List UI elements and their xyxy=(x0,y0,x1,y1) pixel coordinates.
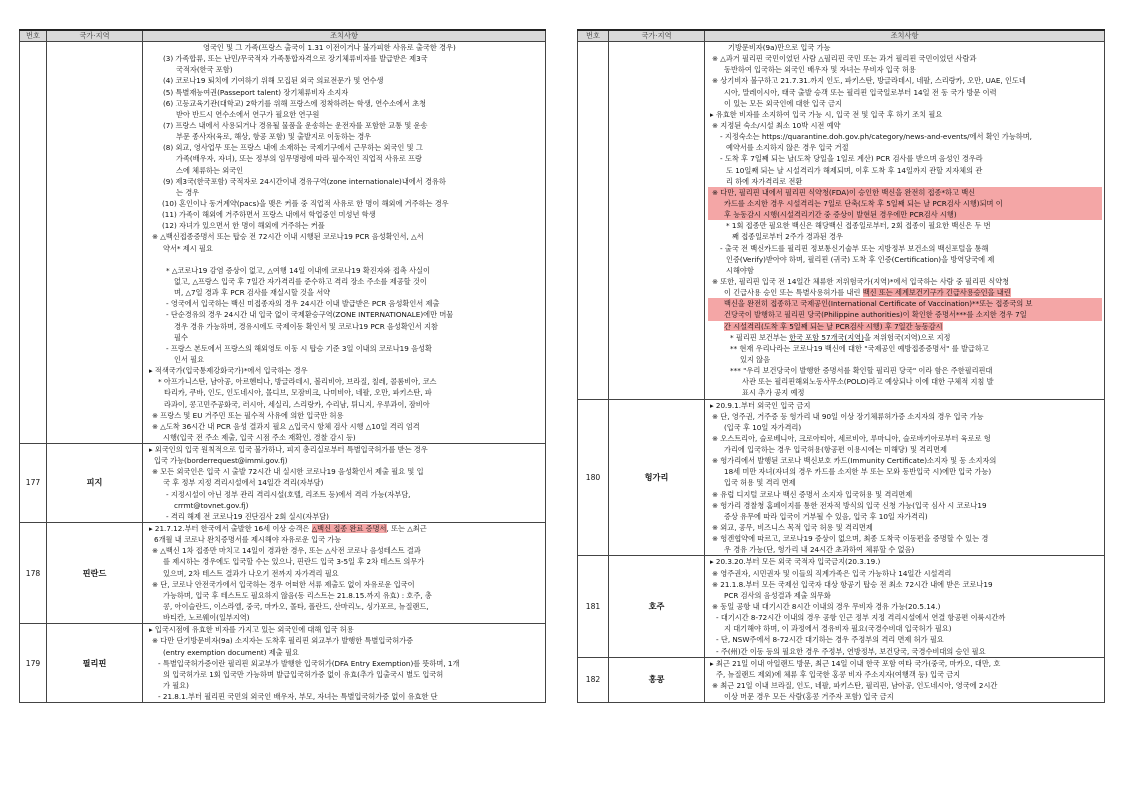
measure-line: 가족(배우자, 자녀), 또는 정부의 임무명령에 따라 필수적인 직업적 사유로 프랑 xyxy=(176,154,422,164)
measure-line: 시행(입국 전 주소 제출, 입국 시점 주소 재확인, 경찰 감시 등) xyxy=(163,432,356,442)
measure-line: 며, △7일 경과 후 PCR 검사를 재실시할 것을 서약 xyxy=(174,288,331,298)
measure-line: 바티칸, 노르웨이(일부지역) xyxy=(163,613,250,623)
measures-table-left xyxy=(19,29,546,703)
row-number xyxy=(20,42,47,444)
country-name xyxy=(609,42,705,400)
measure-line: 카드를 소지한 경우 시설격리는 7일로 단축(도착 후 5일째 되는 날 PCR검사 시행)되며 이 xyxy=(708,198,1102,209)
measure-line: 우 경유 가능(단, 헝가리 내 24시간 초과하여 체류할 수 없음) xyxy=(724,545,915,555)
measure-line: 지 대기해야 하며, 이 과정에서 경유비자 필요(국경수비대 입국허가 필요) xyxy=(724,624,952,634)
measure-line: (6) 고등교육기관(대학교) 2학기를 위해 프랑스에 정착하려는 학생, 연수소에서 초청 xyxy=(163,98,427,108)
row-number: 182 xyxy=(578,657,609,703)
measure-line: ▸ 21.7.12.부터 한국에서 출발한 16세 이상 승객은 △백신 접종 완료 증명서, 또는 △최근 xyxy=(149,524,427,534)
highlighted-text: 백신 또는 세계보건기구가 긴급사용승인을 내린 xyxy=(862,288,1011,298)
header-measure: 조치사항 xyxy=(143,30,546,42)
country-name: 핀란드 xyxy=(47,523,143,624)
measure-line: 18세 미만 자녀(자녀의 경우 카드를 소지한 부 또는 모와 동반입국 시)에만 입국 가능) xyxy=(724,467,992,477)
measure-line: ※ 단, 영주권, 거주증 등 헝가리 내 90일 이상 장기체류허가증 소지자의 경우 입국 가능 xyxy=(712,411,984,421)
measure-line: 없고, △프랑스 입국 후 7일간 자가격리를 준수하고 격리 장소 주소를 제공할 것이 xyxy=(174,276,427,286)
measure-line: (7) 프랑스 내에서 사용되거나 경유될 물품을 운송하는 운전자를 포함한 교통 및 운송 xyxy=(163,120,428,130)
measure-line: ▸ 입국시점에 유효한 비자를 가지고 있는 외국인에 대해 입국 허용 xyxy=(149,625,354,635)
measure-line: ※ 프랑스 및 EU 거주민 또는 필수적 사유에 의한 입국만 허용 xyxy=(152,410,344,420)
table-row xyxy=(578,556,1105,657)
measure-line: (입국 후 10일 자가격리) xyxy=(724,422,802,432)
measure-line: 있지 않음 xyxy=(740,354,771,364)
row-number: 179 xyxy=(20,624,47,703)
country-name: 호주 xyxy=(609,556,705,657)
measure-line: ※ 헝가리에서 발행된 코로나 백신보호 카드(Immunity Certificate)소지자 및 동 소지자의 xyxy=(712,456,997,466)
measure-line: 예약서를 소지하지 않은 경우 입국 거절 xyxy=(726,143,849,153)
measure-cell xyxy=(143,624,546,703)
measure-line: ▸ 외국인의 입국 원칙적으로 입국 불가하나, 피지 총리실로부터 특별입국허가를 받는 경우 xyxy=(149,445,428,455)
measure-line: 주, 뉴질랜드 제외)에 체류 후 입국한 홍콩 비자 주소지자(여행객 등) 입국 금지 xyxy=(716,669,961,679)
measure-line: 경우 경유 가능하며, 경유시에도 국제이동 확인서 및 코로나19 PCR 음성확인서 지참 xyxy=(174,321,438,331)
measure-line: ※ 영주권자, 시민권자 및 이들의 직계가족은 입국 가능하나 14일간 시설격리 xyxy=(712,568,952,578)
measure-line: - 특별입국허가증이란 필리핀 외교부가 발행한 입국허가(DFA Entry Exemption)를 뜻하며, 1개 xyxy=(158,658,460,668)
country-name: 헝가리 xyxy=(609,399,705,556)
measure-line: - 대기시간 8-72시간 이내의 경우 공항 인근 정부 지정 격리시설에서 연결 항공편 이륙시간까 xyxy=(716,613,1006,623)
measure-line: ▸ 유효한 비자를 소지하여 입국 가능 시, 입국 전 및 입국 후 하기 조치 필요 xyxy=(710,109,943,119)
measure-line: * 1회 접종만 필요한 백신은 해당백신 접종일로부터, 2회 접종이 필요한 백신은 두 번 xyxy=(726,221,991,231)
measure-cell xyxy=(143,523,546,624)
measure-line: ※ 오스트리아, 슬로베니아, 크로아티아, 세르비아, 루마니아, 슬로바키아로부터 육로로 헝 xyxy=(712,433,991,443)
measure-line: ※ 다만, 필리핀 내에서 필리핀 식약청(FDA)이 승인한 백신을 완전히 접종*하고 백신 xyxy=(708,187,1102,198)
highlighted-text: 간 시설격리(도착 후 5일째 되는 날 PCR검사 시행) 후 7일간 능동감시 xyxy=(724,321,943,331)
measure-line: 기방문비자(9a)만으로 입국 가능 xyxy=(728,43,831,52)
measure-line: ※ 단, 코로나 안전국가에서 입국하는 경우 어떠한 서류 제출도 없이 자유로운 입국이 xyxy=(152,579,415,589)
measure-line: 째 접종일로부터 2주가 경과된 경우 xyxy=(732,232,843,242)
measure-line: (entry exemption document) 제출 필요 xyxy=(163,647,299,657)
measure-line: ※ 다만 단기방문비자(9a) 소지자는 도착후 필리핀 외교부가 발행한 특별입국허가증 xyxy=(152,636,414,646)
measure-cell xyxy=(705,556,1105,657)
measure-cell xyxy=(705,399,1105,556)
measure-line: ※ 최근 21일 이내 브라질, 인도, 네팔, 파키스탄, 필리핀, 남아공, 인도네시아, 영국에 2시간 xyxy=(712,681,998,691)
country-name xyxy=(47,42,143,444)
measures-table-right xyxy=(577,29,1105,703)
header-country: 국가·지역 xyxy=(609,30,705,42)
table-row xyxy=(578,399,1105,556)
measure-line: (8) 외교, 영사업무 또는 프랑스 내에 소재하는 국제기구에서 근무하는 외국인 및 그 xyxy=(163,143,423,153)
measure-line: ※ 상기비자 불구하고 21.7.31.까지 인도, 파키스탄, 방글라데시, 네팔, 스리랑카, 오만, UAE, 인도네 xyxy=(712,76,1026,86)
measure-line: 이 긴급사용 승인 또는 특별사용허가를 내린 백신 또는 세계보건기구가 긴급사용승인을 내린 xyxy=(724,288,1011,298)
measure-line: (5) 특별재능여권(Passeport talent) 장기체류비자 소지자 xyxy=(163,87,349,97)
measure-line: crrmt@tovnet.gov.fj) xyxy=(174,500,249,510)
measure-line: - 격리 해제 전 코로나19 진단검사 2회 실시(자부담) xyxy=(166,511,329,521)
measure-line: ※ 모든 외국인은 입국 시 출발 72시간 내 실시한 코로나19 음성확인서 제출 필요 및 입 xyxy=(152,467,424,477)
measure-line: - 지정숙소는 https://quarantine.doh.gov.ph/category/news-and-events/에서 확인 가능하며, xyxy=(720,132,1032,142)
measure-line: 가리에 입국하는 경우 입국허용(항공편 이용시에는 미해당) 및 격리면제 xyxy=(724,445,947,455)
measure-line: 표시 추가 공지 예정 xyxy=(742,388,805,398)
highlighted-text: △백신 접종 완료 증명서 xyxy=(311,524,387,534)
measure-line: 리 하에 자가격리로 전환 xyxy=(726,176,803,186)
measure-line: 건당국이 발행하고 필리핀 당국(Philippine authorities)이 확인한 증명서***를 소지한 경우 7일 xyxy=(708,309,1102,320)
measure-line: - 21.8.1.부터 필리핀 국민의 외국인 배우자, 부모, 자녀는 특별입국허가증 없이 유효한 단 xyxy=(158,692,438,702)
measure-line: 부문 종사자(육로, 해상, 항공 포함) 및 출발지로 이동하는 경우 xyxy=(176,132,372,142)
measure-line: - 출국 전 백신카드를 필리핀 정보통신기술부 또는 지방정부 보건소의 백신포털을 통해 xyxy=(720,243,989,253)
measure-line: 이 있는 모든 외국인에 대한 입국 금지 xyxy=(724,98,842,108)
measure-line: 국적자(한국 포함) xyxy=(176,65,233,75)
measure-line: 시아, 말레이시아, 태국 출발 승객 또는 필리핀 입국일로부터 14일 전 동 국가 방문 이력 xyxy=(724,87,997,97)
measure-line: - 단, NSW주에서 8-72시간 대기하는 경우 주정부의 격리 면제 허가 필요 xyxy=(716,635,944,645)
table-row xyxy=(578,657,1105,703)
measure-line: (11) 가족이 해외에 거주하면서 프랑스 내에서 학업중인 미성년 학생 xyxy=(162,210,376,220)
measure-line: 백신을 완전히 접종하고 국제공인(International Certificate of Vaccination)**또는 접종국의 보 xyxy=(708,298,1102,309)
measure-line: 콩, 아이슬란드, 이스라엘, 중국, 마카오, 몰타, 폴란드, 산마리노, 싱가포르, 뉴질랜드, xyxy=(163,602,429,612)
row-number: 177 xyxy=(20,444,47,523)
measure-line xyxy=(708,321,1102,332)
measure-cell xyxy=(143,444,546,523)
measure-line: 라과이, 콩고민주공화국, 러시아, 세실리, 스리랑카, 수리남, 튀니지, 우루과이, 잠비아 xyxy=(164,399,430,409)
measure-line: ※ △도착 36시간 내 PCR 음성 결과지 필요 △입국시 항체 검사 시행 △10일 격리 엄격 xyxy=(152,421,420,431)
table-header-row xyxy=(578,30,1105,42)
measure-line: ▸ 20.9.1.부터 외국인 입국 금지 xyxy=(710,400,811,410)
measure-line: 동반하여 입국하는 외국인 배우자 및 자녀는 무비자 입국 허용 xyxy=(724,65,916,75)
measure-line: 입국 허용 및 격리 면제 xyxy=(724,478,796,488)
header-measure: 조치사항 xyxy=(705,30,1105,42)
country-name: 필리핀 xyxy=(47,624,143,703)
measure-line: ※ 헝가리 경찰청 홈페이지를 통한 전자적 방식의 입국 신청 가능(입국 심사 시 코로나19 xyxy=(712,500,987,510)
row-number: 181 xyxy=(578,556,609,657)
measure-line: 사관 또는 필리핀해외노동사무소(POLO)라고 예상되나 이에 대한 구체적 지침 발 xyxy=(742,377,994,387)
measure-line: ※ 외교, 공무, 비즈니스 목적 입국 허용 및 격리면제 xyxy=(712,523,873,533)
measure-cell xyxy=(705,42,1105,400)
measure-line: ※ △과거 필리핀 국민이었던 사람 △필리핀 국민 또는 과거 필리핀 국민이었던 사람과 xyxy=(712,54,977,64)
measure-line: 입국 가능(borderrequest@immi.gov.fj) xyxy=(154,456,288,466)
measure-line: (3) 가족합류, 또는 난민/무국적자 가족통합자격으로 장기체류비자를 발급받은 제3국 xyxy=(163,54,428,64)
measure-line: (10) 혼인이나 동거계약(pacs)을 맺은 커플 중 직업적 사유로 한 명이 해외에 거주하는 경우 xyxy=(162,198,449,208)
measure-line: 시해야함 xyxy=(726,265,754,275)
table-row xyxy=(20,523,546,624)
measure-line: ※ 지정된 숙소/시설 최소 10박 시전 예약 xyxy=(712,120,841,130)
row-number: 178 xyxy=(20,523,47,624)
measure-line: 약서* 제시 필요 xyxy=(163,243,213,253)
measure-cell xyxy=(705,657,1105,703)
measure-line: *** "우리 보건당국이 발행한 증명서를 확인할 필리핀 당국" 이라 함은 주한필리핀대 xyxy=(730,366,993,376)
measure-line: - 프랑스 본토에서 프랑스의 해외영토 이동 시 탑승 기준 3일 이내의 코로나19 음성확 xyxy=(166,343,432,353)
measure-line: - 주(州)간 이동 등의 필요한 경우 주정부, 연방정부, 보건당국, 국경수비대의 승인 필요 xyxy=(716,646,986,656)
measure-line: ▸ 20.3.20.부터 모든 외국 국적자 입국금지(20.3.19.) xyxy=(710,557,881,567)
underlined-text: 한국 포함 57개국(지역) xyxy=(789,332,864,342)
measure-line: 를 제시하는 경우에도 입국할 수는 있으나, 핀란드 입국 3-5일 후 2차 테스트 의무가 xyxy=(163,557,425,567)
measure-line: 인증(Verify)받아야 하며, 필리핀 (귀국) 도착 후 인증(Certification)을 방역당국에 제 xyxy=(726,254,995,264)
table-header-row xyxy=(20,30,546,42)
measure-line: 가능하며, 입국 후 테스트도 필요하지 않음(동 리스트는 21.8.15.까지 유효) : 호주, 총 xyxy=(163,590,432,600)
measure-line: 인서 필요 xyxy=(174,354,205,364)
measure-line: - 도착 후 7일째 되는 날(도착 당일을 1일로 계산) PCR 검사를 받으며 음성인 경우라 xyxy=(720,154,983,164)
table-row xyxy=(20,444,546,523)
table-row xyxy=(20,624,546,703)
measure-line: (4) 코로나19 퇴치에 기여하기 위해 모집된 외국 의료전문가 및 연수생 xyxy=(163,76,384,86)
measure-line: ※ 유럽 디지털 코로나 백신 증명서 소지자 입국허용 및 격리면제 xyxy=(712,489,913,499)
row-number xyxy=(578,42,609,400)
measure-line: 이상 머문 경우 모든 사람(홍콩 거주자 포함) 입국 금지 xyxy=(724,692,894,702)
measure-line xyxy=(146,254,543,265)
country-name: 홍콩 xyxy=(609,657,705,703)
measure-line: 있으며, 2차 테스트 결과가 나오기 전까지 자가격리 필요 xyxy=(163,568,339,578)
measure-line: - 지정시설이 아닌 정부 관리 격리시설(호텔, 리조트 등)에서 격리 가능(자부담, xyxy=(166,489,411,499)
measure-line: 국 후 정부 지정 격리시설에서 14일간 격리(자부담) xyxy=(163,478,324,488)
measure-line: - 단순경유의 경우 24시간 내 입국 없이 국제환승구역(ZONE INTERNATIONALE)에만 머물 xyxy=(166,310,454,320)
measure-line: ** 현재 우리나라는 코로나19 백신에 대한 "국제공인 예방접종증명서" 를 발급하고 xyxy=(730,343,989,353)
table-row xyxy=(578,42,1105,400)
measure-line: * 필리핀 보건부는 한국 포함 57개국(지역)을 저위험국(지역)으로 지정 xyxy=(730,332,951,342)
measure-line: ※ 21.1.8.부터 모든 국제선 입국자 대상 항공기 탑승 전 최소 72시간 내에 받은 코로나19 xyxy=(712,579,993,589)
measure-line: (12) 자녀가 있으면서 한 명이 해외에 거주하는 커플 xyxy=(162,221,325,231)
measure-line: * 아프가니스탄, 남아공, 아르헨티나, 방글라데시, 볼리비아, 브라질, 칠레, 콜롬비아, 코스 xyxy=(158,377,437,387)
measure-line: 는 경우 xyxy=(176,187,200,197)
measure-line: * △코로나19 감염 증상이 없고, △여행 14일 이내에 코로나19 확진자와 접촉 사실이 xyxy=(166,265,430,275)
measure-line: 필수 xyxy=(174,332,188,342)
measure-line: 스에 체류하는 외국인 xyxy=(176,165,244,175)
measure-line: 증상 유무에 따라 입국이 거부될 수 있음, 입국 후 10일 자가격리) xyxy=(724,511,928,521)
measure-line: ▸ 최근 21일 이내 아일랜드 방문, 최근 14일 이내 한국 포함 여타 국가(중국, 마카오, 대만, 호 xyxy=(710,658,1001,668)
country-name: 피지 xyxy=(47,444,143,523)
measure-line: PCR 검사의 음성결과 제출 의무화 xyxy=(724,590,831,600)
measure-line: 후 능동감시 시행(시설격리기간 중 증상이 발현된 경우에만 PCR검사 시행) xyxy=(708,209,1102,220)
measure-line: (9) 제3국(한국포함) 국적자로 24시간이내 경유구역(zone internationale)내에서 경유하 xyxy=(163,176,446,186)
measure-line: 6개월 내 코로나 완치증명서를 제시해야 자유로운 입국 가능 xyxy=(154,535,342,545)
measure-line: ※ △백신 1차 접종만 마치고 14일이 경과한 경우, 또는 △사전 코로나 음성테스트 결과 xyxy=(152,546,421,556)
measure-line: 도 10일째 되는 날 시설격리가 해제되며, 이후 도착 후 14일까지 관할 지자체의 관 xyxy=(726,165,983,175)
measure-line: - 영국에서 입국하는 백신 미접종자의 경우 24시간 이내 발급받은 PCR 음성확인서 제출 xyxy=(166,299,440,309)
header-num: 번호 xyxy=(578,30,609,42)
measure-line: 받아 반드시 연수소에서 연구가 필요한 연구원 xyxy=(176,109,320,119)
measure-line: 영국인 및 그 가족(프랑스 출국이 1.31 이전이거나 불가피한 사유로 출국한 경우) xyxy=(203,43,456,52)
measure-line: ※ △백신접종증명서 또는 탑승 전 72시간 이내 시행된 코로나19 PCR 음성확인서, △서 xyxy=(152,232,424,242)
header-country: 국가·지역 xyxy=(47,30,143,42)
measure-line: 의 입국허가로 1회 입국만 가능하며 발급입국허가증 없이 유효(추가 입출국시 별도 입국허 xyxy=(163,669,444,679)
measure-line: 타리카, 쿠바, 인도, 인도네시아, 몰디브, 모잠비크, 나미비아, 네팔, 오만, 파키스탄, 파 xyxy=(164,388,432,398)
header-num: 번호 xyxy=(20,30,47,42)
measure-line: ※ 헝겐협약에 따르고, 코로나19 증상이 없으며, 최종 도착국 이동편을 증명할 수 있는 경 xyxy=(712,534,989,544)
measure-line: ▸ 적색국가(입국통제강화국가)*에서 입국하는 경우 xyxy=(149,366,308,376)
table-row xyxy=(20,42,546,444)
measure-cell xyxy=(143,42,546,444)
measure-line: ※ 동일 공항 내 대기시간 8시간 이내의 경우 무비자 경유 가능(20.5.14.) xyxy=(712,602,941,612)
measure-line: ※ 또한, 필리핀 입국 전 14일간 체류한 저위험국가(지역)*에서 입국하는 사람 중 필리핀 식약청 xyxy=(712,276,1010,286)
row-number: 180 xyxy=(578,399,609,556)
measure-line: 가 필요) xyxy=(163,681,189,691)
